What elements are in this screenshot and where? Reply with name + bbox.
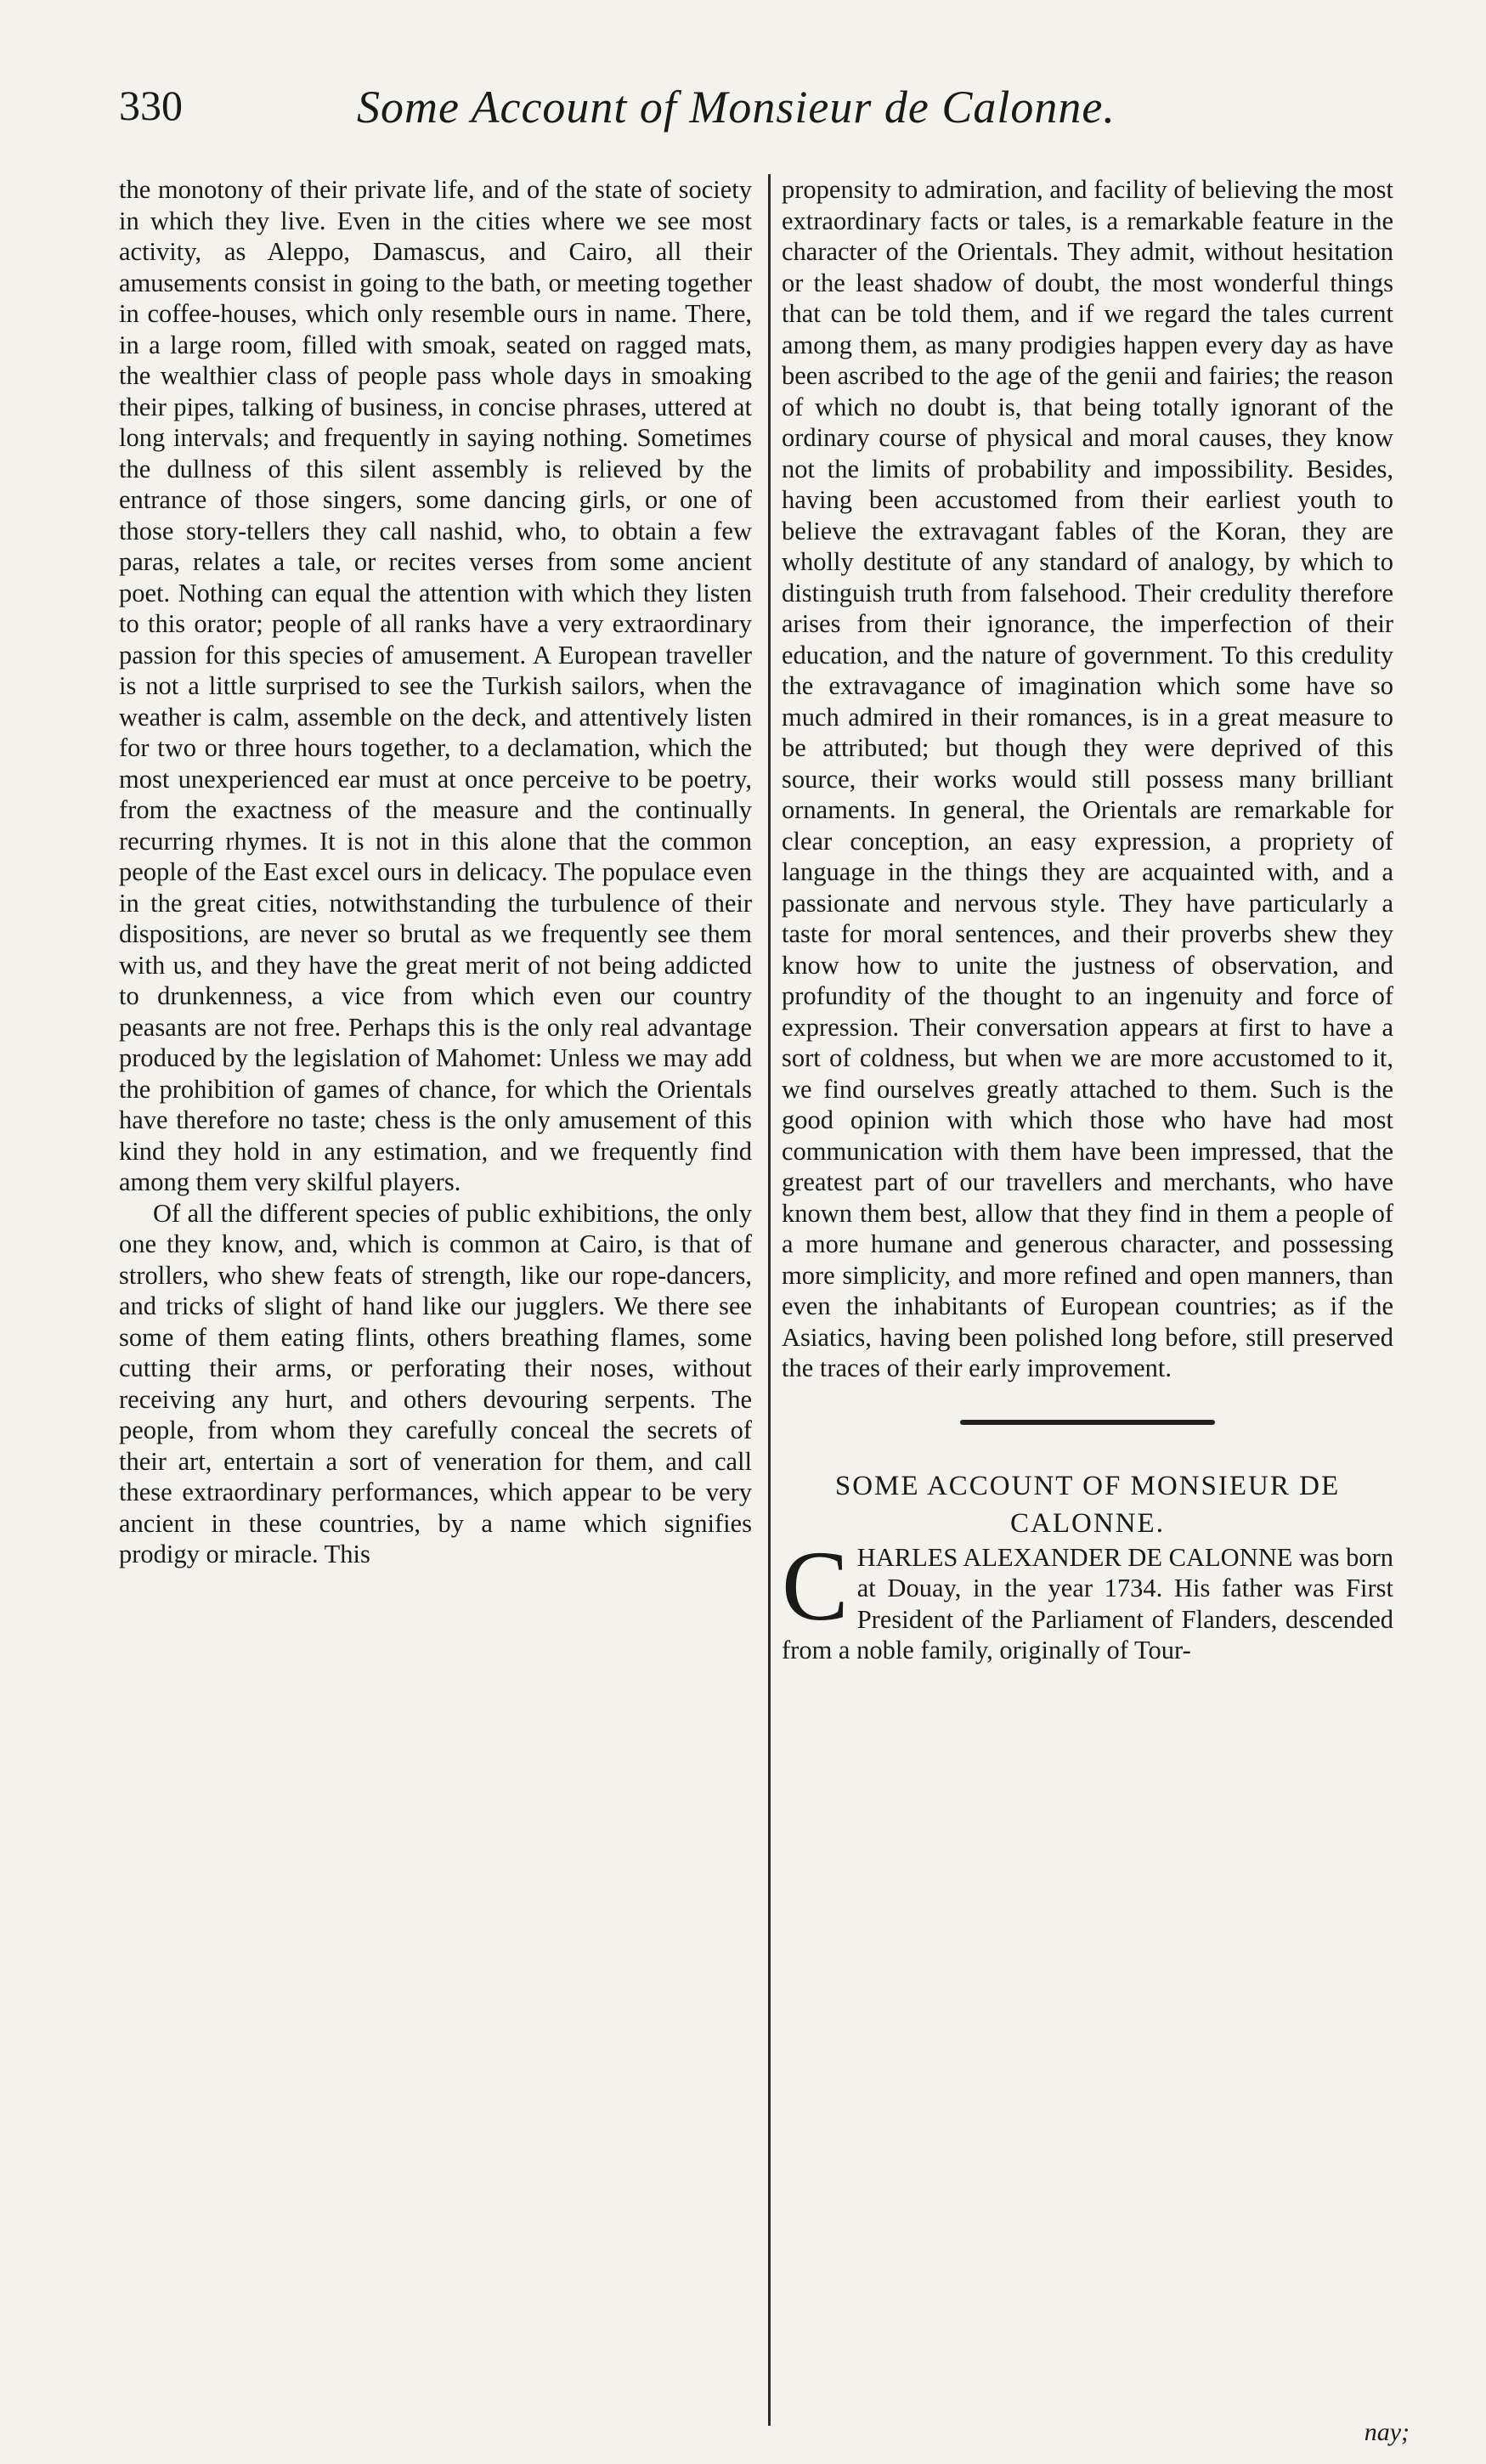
catchword: nay; xyxy=(1364,2418,1410,2446)
left-paragraph-1: the monotony of their private life, and of the state of society in which they live. Even in the cities where we see most activity, as Aleppo, Damascus, and Cairo, all their amusements consist in going to the bath, or meeting together in coffee-houses, which only resemble ours in name. There, in a large room, filled with smoak, seated on ragged mats, the wealthier class of people pass whole days in smoaking their pipes, talking of business, in concise phrases, uttered at long intervals; and frequently in saying nothing. Sometimes the dullness of this silent assembly is relieved by the entrance of those singers, some dancing girls, or one of those story-tellers they call nashid, who, to obtain a few paras, relates a tale, or recites verses from some ancient poet. Nothing can equal the attention with which they listen to this orator; people of all ranks have a very extraordinary passion for this species of amusement. A European traveller is not a little surprised to see the Turkish sailors, when the weather is calm, assemble on the deck, and attentively listen for two or three hours together, to a declamation, which the most unexperienced ear must at once perceive to be poetry, from the exactness of the measure and the continually recurring rhymes. It is not in this alone that the common people of the East excel ours in delicacy. The populace even in the great cities, notwithstanding the turbulence of their dispositions, are never so brutal as we frequently see them with us, and they have the great merit of not being addicted to drunkenness, a vice from which even our country peasants are not free. Perhaps this is the only real advantage produced by the legislation of Mahomet: Unless we may add the prohibition of games of chance, for which the Orientals have therefore no taste; chess is the only amusement of this kind they hold in any estimation, and we frequently find among them very skilful players. xyxy=(119,175,752,1196)
running-title: Some Account of Monsieur de Calonne. xyxy=(357,82,1116,133)
section-divider-rule xyxy=(960,1420,1215,1425)
right-column xyxy=(782,174,1393,1666)
section-text: HARLES ALEXANDER DE CALONNE was born at Douay, in the year 1734. His father was First President of the Parliament of Flanders, descended from a noble family, originally of Tour- xyxy=(782,1542,1393,1664)
section-paragraph xyxy=(782,1529,1393,1666)
column-divider xyxy=(768,174,771,2426)
page-header xyxy=(119,81,1410,157)
right-paragraph-continuation: propensity to admiration, and facility of believing the most extraordinary facts or tales, is a remarkable feature in the character of the Orientals. They admit, without hesitation or the least shadow of doubt, the most wonderful things that can be told them, and if we regard the tales current among them, as many prodigies happen every day as have been ascribed to the age of the genii and fairies; the reason of which no doubt is, that being totally ignorant of the ordinary course of physical and moral causes, they know not the limits of probability and impossibility. Besides, having been accustomed from their earliest youth to believe the extravagant fables of the Koran, they are wholly destitute of any standard of analogy, by which to distinguish truth from falsehood. Their credulity therefore arises from their ignorance, the imperfection of their education, and the nature of government. To this credulity the extravagance of imagination which some have so much admired in their romances, is in a great measure to be attributed; but though they were deprived of this source, their works would still possess many brilliant ornaments. In general, the Orientals are remarkable for clear conception, an easy expression, a propriety of language in the things they are acquainted with, and a passionate and nervous style. They have particularly a taste for moral sentences, and their proverbs shew they know how to unite the justness of observation, and profundity of the thought to an ingenuity and force of expression. Their conversation appears at first to have a sort of coldness, but when we are more accustomed to it, we find ourselves greatly attached to them. Such is the good opinion with which those who have had most communication with them have been impressed, that the greatest part of our travellers and merchants, who have known them best, allow that they find in them a people of a more humane and generous character, and possessing more simplicity, and more refined and open manners, than even the inhabitants of European countries; as if the Asiatics, having been polished long before, still preserved the traces of their early improvement. xyxy=(782,175,1393,1382)
left-paragraph-2: Of all the different species of public exhibitions, the only one they know, and, which is common at Cairo, is that of strollers, who shew feats of strength, like our rope-dancers, and tricks of slight of hand like our jugglers. We there see some of them eating flints, others breathing flames, some cutting their arms, or perforating their noses, without receiving any hurt, and others devouring serpents. The people, from whom they carefully conceal the secrets of their art, entertain a sort of veneration for them, and call these extraordinary performances, which appear to be very ancient in these countries, by a name which signifies prodigy or miracle. This xyxy=(119,1198,752,1568)
drop-cap: C xyxy=(782,1529,849,1642)
page-number: 330 xyxy=(119,82,183,129)
left-column xyxy=(119,174,752,1570)
section-heading: SOME ACCOUNT OF MONSIEUR DE CALONNE. xyxy=(834,1470,1341,1539)
